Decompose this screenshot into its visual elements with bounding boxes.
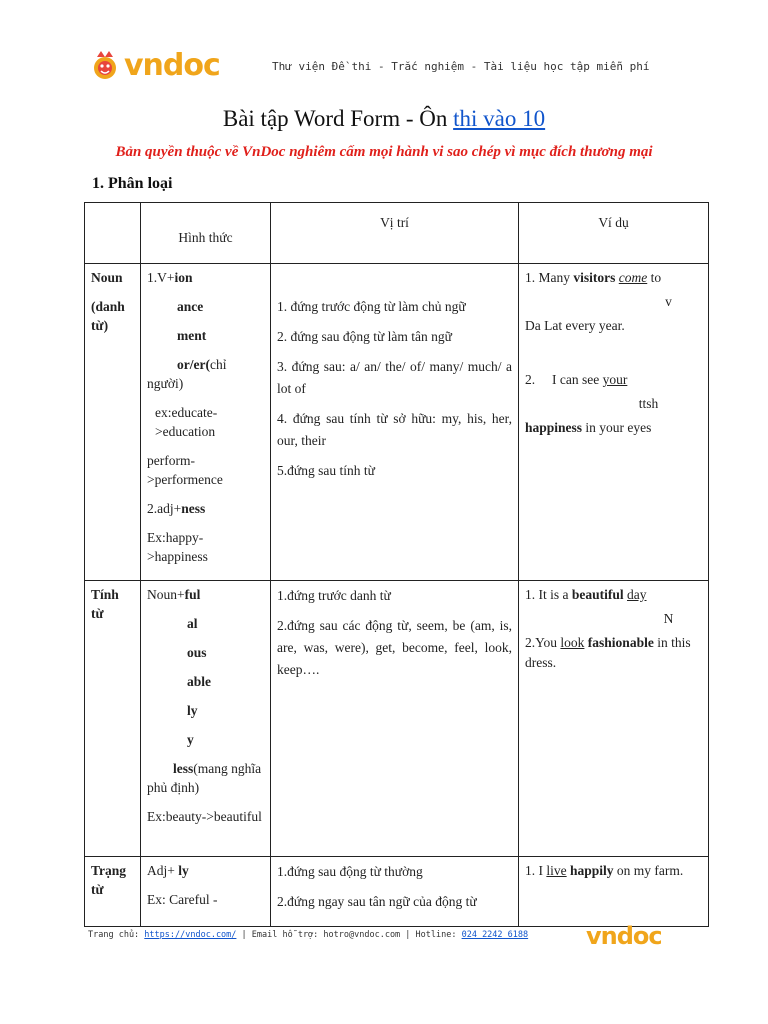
- position-item: 1. đứng trước động từ làm chủ ngữ: [277, 299, 466, 314]
- word-class-mark: N: [663, 611, 674, 626]
- position-item: 4. đứng sau tính từ sở hữu: my, his, her, our, their: [277, 411, 512, 448]
- document-title: [0, 106, 768, 132]
- example-sentence: [525, 585, 702, 605]
- adjective-label: Tính từ: [91, 587, 119, 621]
- position-item: 5.đứng sau tính từ: [277, 463, 375, 478]
- example-sentence: [525, 633, 702, 673]
- form-line: [147, 268, 264, 287]
- suffix-ful: ful: [184, 587, 201, 602]
- example-underlined: your: [602, 372, 628, 387]
- form-cell: [141, 857, 271, 927]
- example-verb: come: [618, 270, 648, 285]
- example-text: to: [647, 270, 662, 285]
- suffix-ment: ment: [177, 328, 207, 343]
- example-text: 2. I can see: [525, 372, 603, 387]
- header-position: Vị trí: [271, 203, 519, 264]
- example-text: 1. I: [525, 863, 547, 878]
- position-cell: [271, 857, 519, 927]
- table-row: [85, 581, 709, 857]
- word-class-mark: v: [665, 294, 672, 309]
- suffix-less: less: [173, 761, 194, 776]
- section-heading: 1. Phân loại: [92, 175, 173, 192]
- noun-label-vi: (danh từ): [91, 299, 125, 333]
- form-line: [147, 585, 264, 604]
- suffix-ion: ion: [174, 270, 193, 285]
- header-tagline: Thư viện Đề thi - Trắc nghiệm - Tài liệu học tập miễn phí: [272, 60, 650, 73]
- form-prefix: Noun+: [147, 587, 185, 602]
- footer-hotline-link[interactable]: 024 2242 6188: [461, 930, 529, 940]
- table-row: [85, 857, 709, 927]
- footer-home-link[interactable]: https://vndoc.com/: [144, 930, 237, 940]
- example-text: in this dress.: [525, 635, 691, 670]
- footer-logo[interactable]: vndoc: [586, 922, 662, 950]
- header-form: Hình thức: [141, 203, 271, 264]
- word-type-cell: [85, 857, 141, 927]
- suffix-al: al: [187, 616, 198, 631]
- title-link[interactable]: thi vào 10: [453, 106, 546, 131]
- position-cell: [271, 581, 519, 857]
- example-underlined: day: [627, 587, 647, 602]
- suffix-able: able: [187, 674, 212, 689]
- table-header-row: [85, 203, 709, 264]
- form-example: Ex: Careful -: [147, 892, 218, 907]
- position-item: 2. đứng sau động từ làm tân ngữ: [277, 329, 452, 344]
- suffix-ous: ous: [187, 645, 207, 660]
- example-underlined: look: [560, 635, 585, 650]
- example-sentence: [525, 370, 702, 390]
- form-prefix: Adj+: [147, 863, 179, 878]
- example-cell: [519, 857, 709, 927]
- example-keyword: visitors: [573, 270, 616, 285]
- footer-home-label: Trang chủ:: [88, 930, 145, 940]
- example-underlined: live: [546, 863, 567, 878]
- form-line: [147, 355, 264, 393]
- page-footer: [88, 922, 688, 960]
- example-sentence: [525, 418, 702, 438]
- position-item: 1.đứng sau động từ thường: [277, 864, 423, 879]
- suffix-or-er: or/er(: [177, 357, 210, 372]
- header-example: Ví dụ: [519, 203, 709, 264]
- example-cell: [519, 264, 709, 581]
- form-example: Ex:beauty->beautiful: [147, 809, 262, 824]
- title-main: Bài tập Word Form - Ôn: [222, 106, 454, 131]
- example-text: on my farm.: [613, 863, 684, 878]
- adverb-label: Trạng từ: [91, 863, 127, 897]
- form-line: [147, 499, 264, 518]
- position-item: 2.đứng ngay sau tân ngữ của động từ: [277, 894, 477, 909]
- suffix-note: (mang nghĩa phủ định): [147, 761, 262, 795]
- example-sentence: [525, 861, 702, 881]
- example-keyword: beautiful: [571, 587, 624, 602]
- footer-support: | Email hỗ trợ: hotro@vndoc.com | Hotline:: [236, 930, 462, 940]
- form-prefix: 2.adj+: [147, 501, 182, 516]
- suffix-ance: ance: [177, 299, 204, 314]
- example-text: 2.You: [525, 635, 561, 650]
- mascot-icon: [88, 49, 122, 83]
- form-cell: [141, 264, 271, 581]
- example-text: 1. It is a: [525, 587, 572, 602]
- form-prefix: 1.V+: [147, 270, 175, 285]
- position-item: 3. đứng sau: a/ an/ the/ of/ many/ much/ a lot of: [277, 359, 512, 396]
- word-type-cell: [85, 264, 141, 581]
- suffix-note: chỉ người): [147, 357, 227, 391]
- example-text: 1. Many: [525, 270, 574, 285]
- example-sentence: [525, 268, 702, 288]
- position-item: 1.đứng trước danh từ: [277, 588, 391, 603]
- suffix-y: y: [187, 732, 194, 747]
- example-keyword: fashionable: [587, 635, 654, 650]
- form-cell: [141, 581, 271, 857]
- example-keyword: happily: [570, 863, 614, 878]
- logo-text: vndoc: [124, 48, 220, 83]
- form-line: [147, 861, 264, 880]
- suffix-ly: ly: [187, 703, 198, 718]
- form-example: perform->performence: [147, 453, 223, 487]
- header-empty-cell: [85, 203, 141, 264]
- form-example: ex:educate->education: [155, 405, 218, 439]
- vndoc-logo[interactable]: [88, 46, 220, 86]
- example-keyword: happiness: [525, 420, 583, 435]
- table-row: [85, 264, 709, 581]
- noun-label: Noun: [91, 270, 123, 285]
- word-class-mark: ttsh: [638, 396, 659, 411]
- suffix-ly: ly: [178, 863, 189, 878]
- word-type-cell: [85, 581, 141, 857]
- word-form-table: [84, 202, 709, 927]
- page-header: [88, 46, 688, 90]
- example-text: Da Lat every year.: [525, 318, 625, 333]
- form-example: Ex:happy->happiness: [147, 530, 208, 564]
- copyright-notice: Bản quyền thuộc về VnDoc nghiêm cấm mọi hành vi sao chép vì mục đích thương mại: [115, 144, 653, 160]
- position-item: 2.đứng sau các động từ, seem, be (am, is, are, was, were), get, become, feel, look, keep….: [277, 618, 512, 677]
- suffix-ness: ness: [181, 501, 206, 516]
- example-text: in your eyes: [582, 420, 652, 435]
- example-cell: [519, 581, 709, 857]
- form-line: [147, 759, 264, 797]
- position-cell: [271, 264, 519, 581]
